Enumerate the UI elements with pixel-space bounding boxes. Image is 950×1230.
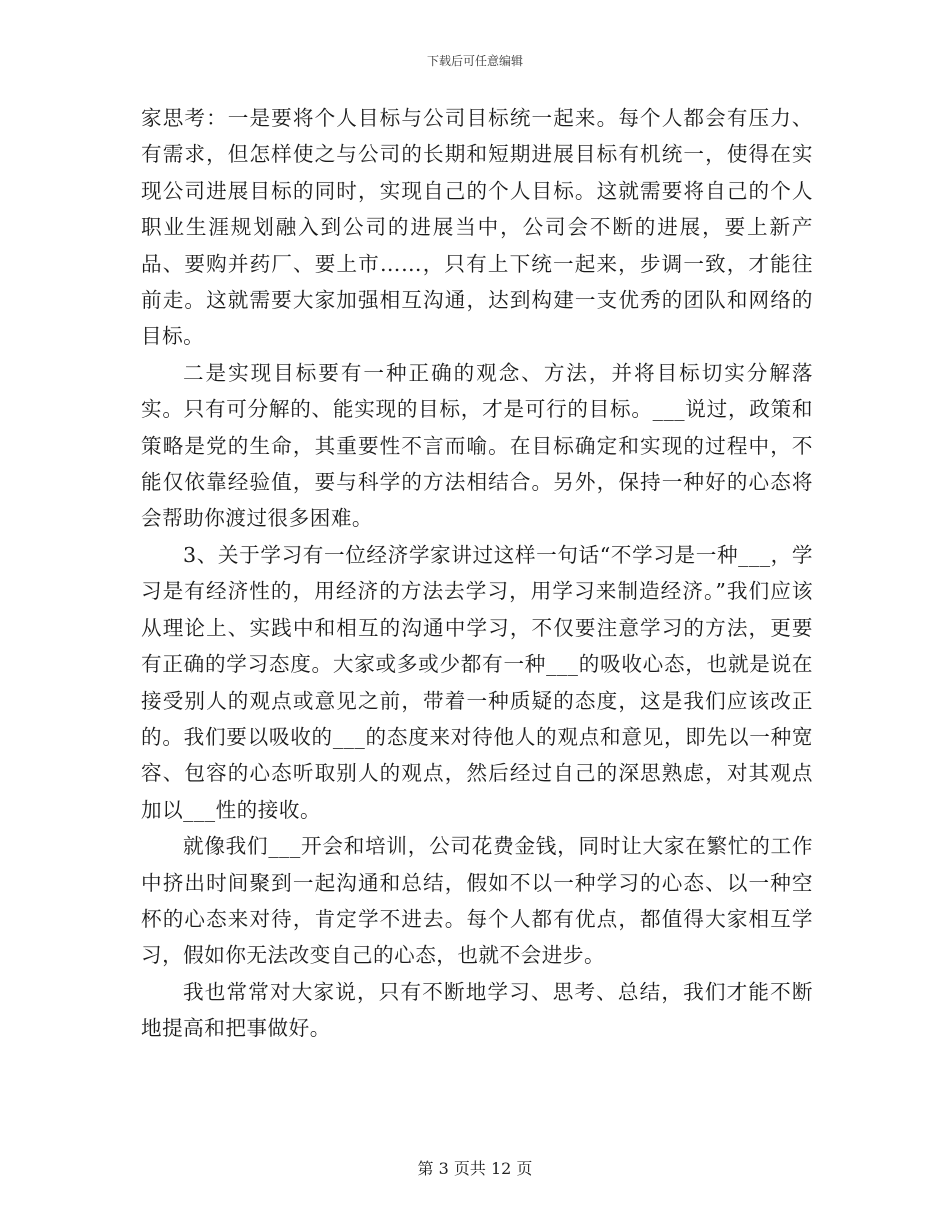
- paragraph-4: 就像我们___开会和培训，公司花费金钱，同时让大家在繁忙的工作中挤出时间聚到一起沟通和总结，假如不以一种学习的心态、以一种空杯的心态来对待，肯定学不进去。每个人都有优点，都值得大家相互学习，假如你无法改变自己的心态，也就不会进步。: [141, 834, 813, 968]
- page-number: 第 3 页共 12 页: [417, 1159, 533, 1178]
- paragraph-5: 我也常常对大家说，只有不断地学习、思考、总结，我们才能不断地提高和把事做好。: [141, 979, 813, 1041]
- page-header: 下载后可任意编辑: [426, 54, 523, 68]
- paragraph-3: 3、关于学习有一位经济学家讲过这样一句话“不学习是一种___，学习是有经济性的，用经济的方法去学习，用学习来制造经济。”我们应该从理论上、实践中和相互的沟通中学习，不仅要注意学习的方法，更要有正确的学习态度。大家或多或少都有一种___的吸收心态，也就是说在接受别人的观点或意见之前，带着一种质疑的态度，这是我们应该改正的。我们要以吸收的___的态度来对待他人的观点和意见，即先以一种宽容、包容的心态听取别人的观点，然后经过自己的深思熟虑，对其观点加以___性的接收。: [141, 542, 813, 822]
- paragraph-1: 家思考：一是要将个人目标与公司目标统一起来。每个人都会有压力、有需求，但怎样使之与公司的长期和短期进展目标有机统一，使得在实现公司进展目标的同时，实现自己的个人目标。这就需要将自己的个人职业生涯规划融入到公司的进展当中，公司会不断的进展，要上新产品、要购并药厂、要上市……，只有上下统一起来，步调一致，才能往前走。这就需要大家加强相互沟通，达到构建一支优秀的团队和网络的目标。: [141, 106, 813, 349]
- document-body: [141, 100, 813, 1047]
- paragraph-2: 二是实现目标要有一种正确的观念、方法，并将目标切实分解落实。只有可分解的、能实现的目标，才是可行的目标。___说过，政策和策略是党的生命，其重要性不言而喻。在目标确定和实现的过程中，不能仅依靠经验值，要与科学的方法相结合。另外，保持一种好的心态将会帮助你渡过很多困难。: [141, 360, 813, 531]
